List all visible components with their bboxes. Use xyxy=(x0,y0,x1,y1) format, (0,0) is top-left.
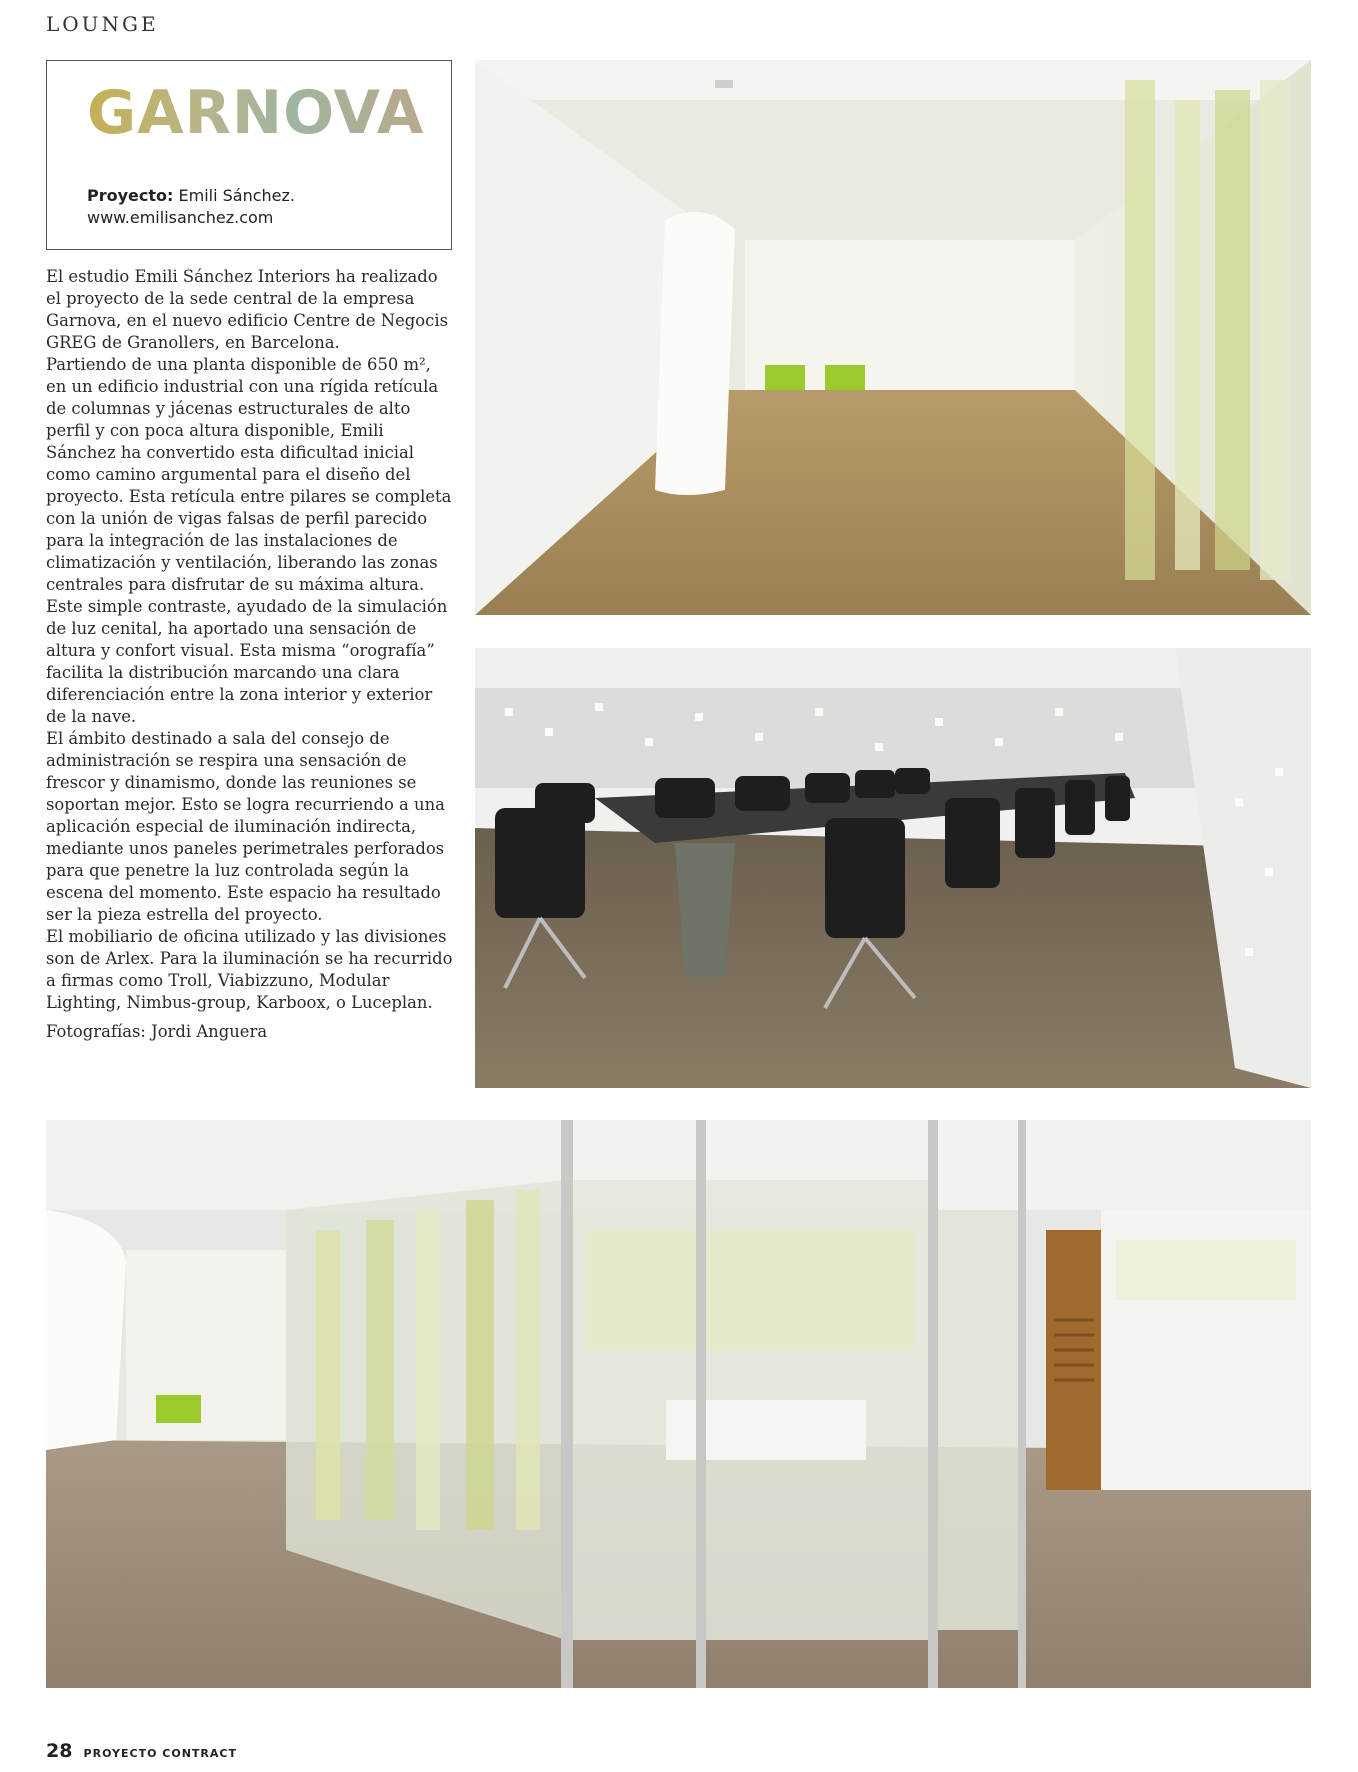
paragraph: El estudio Emili Sánchez Interiors ha realizado el proyecto de la sede central de la empresa Garnova, en el nuevo edificio Centre de Negocis GREG de Granollers, en Barcelona. xyxy=(46,267,448,352)
page-number: 28 xyxy=(46,1740,73,1762)
project-name: Emili Sánchez. xyxy=(178,186,295,205)
photo-boardroom xyxy=(475,648,1311,1088)
project-credit xyxy=(87,185,295,229)
paragraph: El ámbito destinado a sala del consejo de administración se respira una sensación de frescor y dinamismo, donde las reuniones se soportan mejor. Esto se logra recurriendo a una aplicación especial de iluminación indirecta, mediante unos paneles perimetrales perforados para que penetre la luz controlada según la escena del momento. Este espacio ha resultado ser la pieza estrella del proyecto. xyxy=(46,729,445,924)
title-box xyxy=(46,60,452,250)
photo-glass-office xyxy=(46,1120,1311,1688)
photo-credit: Fotografías: Jordi Anguera xyxy=(46,1022,268,1041)
project-label: Proyecto: xyxy=(87,186,174,205)
paragraph: Partiendo de una planta disponible de 650 m², en un edificio industrial con una rígida retícula de columnas y jácenas estructurales de alto perfil y con poca altura disponible, Emili Sánchez ha convertido esta dificultad inicial como camino argumental para el diseño del proyecto. Esta retícula entre pilares se completa con la unión de vigas falsas de perfil parecido para la integración de las instalaciones de climatización y ventilación, liberando las zonas centrales para disfrutar de su máxima altura. Este simple contraste, ayudado de la simulación de luz cenital, ha aportado una sensación de altura y confort visual. Esta misma “orografía” facilita la distribución marcando una clara diferenciación entre la zona interior y exterior de la nave. xyxy=(46,355,452,726)
article-body xyxy=(46,266,456,1014)
project-website: www.emilisanchez.com xyxy=(87,208,274,227)
brand-title: GARNOVA xyxy=(87,78,425,148)
section-label: LOUNGE xyxy=(46,12,159,36)
page-footer xyxy=(46,1740,237,1762)
photo-corridor xyxy=(475,60,1311,615)
publication-name: PROYECTO CONTRACT xyxy=(83,1747,237,1760)
paragraph: El mobiliario de oficina utilizado y las divisiones son de Arlex. Para la iluminación se ha recurrido a firmas como Troll, Viabizzuno, Modular Lighting, Nimbus-group, Karboox, o Luceplan. xyxy=(46,927,453,1012)
